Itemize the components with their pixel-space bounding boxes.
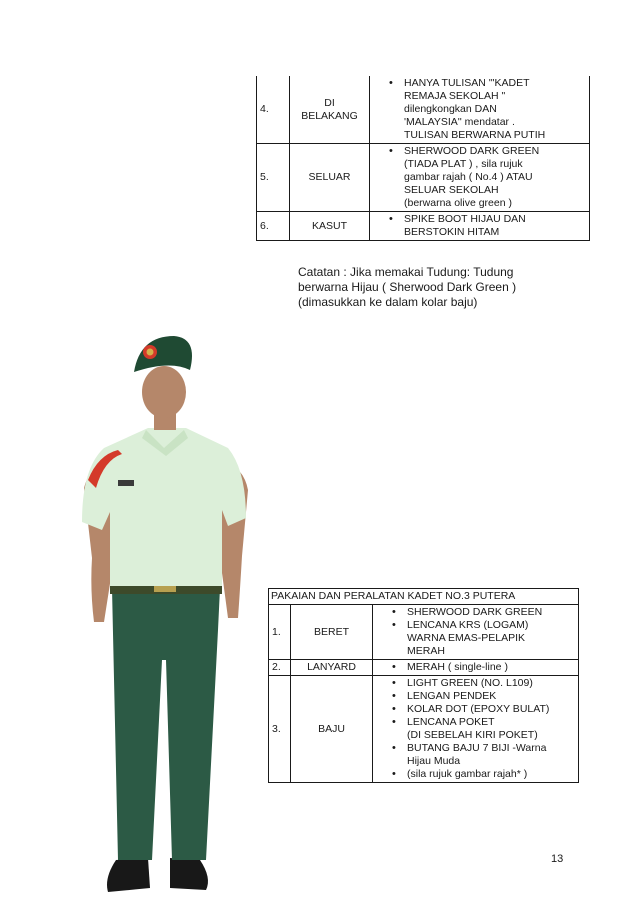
item-label: BELAKANG	[301, 109, 358, 122]
table-row	[269, 605, 579, 660]
bullet-text: Hijau Muda	[407, 755, 461, 767]
bullet-item	[407, 703, 574, 716]
left-boot	[107, 858, 150, 892]
row-number: 3.	[269, 676, 291, 783]
bullet-item	[407, 661, 574, 674]
bullet-text: TULISAN BERWARNA PUTIH	[404, 129, 546, 141]
row-description	[373, 660, 579, 676]
row-item	[290, 212, 370, 241]
bullet-text: SELUAR SEKOLAH	[404, 184, 499, 196]
trousers	[112, 588, 220, 860]
note-line: berwarna Hijau ( Sherwood Dark Green )	[298, 280, 517, 294]
bullet-text: MERAH	[407, 645, 445, 657]
bullet-text: • SHERWOOD DARK GREEN	[404, 145, 540, 157]
bullet-text: • LENCANA POKET	[407, 716, 495, 728]
bullet-text: 'MALAYSIA'' mendatar .	[404, 116, 515, 128]
bullet-item	[407, 619, 574, 658]
face	[142, 366, 186, 418]
table-row	[269, 660, 579, 676]
page-number: 13	[551, 853, 564, 865]
bullet-text: (berwarna olive green )	[404, 197, 512, 209]
row-description	[373, 676, 579, 783]
table-header: PAKAIAN DAN PERALATAN KADET NO.3 PUTERA	[269, 589, 579, 605]
bullet-text: WARNA EMAS-PELAPIK	[407, 632, 526, 644]
bullet-text: • HANYA TULISAN '"KADET	[404, 77, 530, 89]
bullet-item	[407, 716, 574, 742]
bullet-item	[407, 690, 574, 703]
item-label: LANYARD	[307, 661, 356, 673]
cadet-uniform-photo	[78, 330, 253, 900]
bullet-item	[404, 77, 585, 142]
bullet-item	[407, 742, 574, 768]
row-item	[291, 660, 373, 676]
row-number: 1.	[269, 605, 291, 660]
right-boot	[170, 858, 208, 890]
bullet-text: dilengkongkan DAN	[404, 103, 497, 115]
bullet-item	[407, 606, 574, 619]
bullet-text: • LIGHT GREEN (NO. L109)	[407, 677, 533, 689]
row-number: 4.	[257, 76, 290, 144]
note-line: (dimasukkan ke dalam kolar baju)	[298, 295, 478, 309]
name-tag	[118, 480, 134, 486]
bullet-list	[389, 606, 574, 658]
table-row	[257, 144, 590, 212]
row-item	[290, 144, 370, 212]
bullet-list	[389, 661, 574, 674]
bullet-text: (TIADA PLAT ) , sila rujuk	[404, 158, 523, 170]
bullet-text: BERSTOKIN HITAM	[404, 226, 500, 238]
bullet-item	[407, 677, 574, 690]
row-number: 6.	[257, 212, 290, 241]
bullet-text: (DI SEBELAH KIRI POKET)	[407, 729, 538, 741]
bullet-text: • LENCANA KRS (LOGAM)	[407, 619, 529, 631]
item-label: BAJU	[318, 722, 345, 735]
bullet-text: REMAJA SEKOLAH "	[404, 90, 506, 102]
item-label: SELUAR	[308, 171, 351, 183]
bullet-text: • SHERWOOD DARK GREEN	[407, 606, 543, 618]
bullet-text: • BUTANG BAJU 7 BIJI -Warna	[407, 742, 547, 754]
item-label: DI	[324, 96, 335, 109]
bullet-item	[404, 145, 585, 210]
bullet-item	[404, 213, 585, 239]
uniform-table-no3-putera	[268, 588, 579, 783]
row-item	[290, 76, 370, 144]
row-item	[291, 676, 373, 783]
row-number: 5.	[257, 144, 290, 212]
bullet-item	[407, 768, 574, 781]
item-label: KASUT	[311, 219, 347, 232]
table-row	[269, 676, 579, 783]
row-number: 2.	[269, 660, 291, 676]
note-line: Catatan : Jika memakai Tudung: Tudung	[298, 265, 514, 279]
bullet-text: • (sila rujuk gambar rajah* )	[407, 768, 528, 780]
bullet-list	[386, 213, 585, 239]
bullet-list	[386, 145, 585, 210]
item-label: BERET	[313, 625, 349, 638]
bullet-text: • SPIKE BOOT HIJAU DAN	[404, 213, 526, 225]
bullet-list	[389, 677, 574, 781]
bullet-text: gambar rajah ( No.4 ) ATAU	[404, 171, 533, 183]
table-row	[257, 212, 590, 241]
bullet-text: • LENGAN PENDEK	[407, 690, 497, 702]
row-description	[370, 212, 590, 241]
bullet-list	[386, 77, 585, 142]
table-row	[257, 76, 590, 144]
row-description	[370, 144, 590, 212]
row-description	[370, 76, 590, 144]
headscarf-note	[298, 265, 516, 310]
row-item	[291, 605, 373, 660]
uniform-table-continued	[256, 76, 590, 241]
bullet-text: • MERAH ( single-line )	[407, 661, 508, 673]
bullet-text: • KOLAR DOT (EPOXY BULAT)	[407, 703, 550, 715]
row-description	[373, 605, 579, 660]
